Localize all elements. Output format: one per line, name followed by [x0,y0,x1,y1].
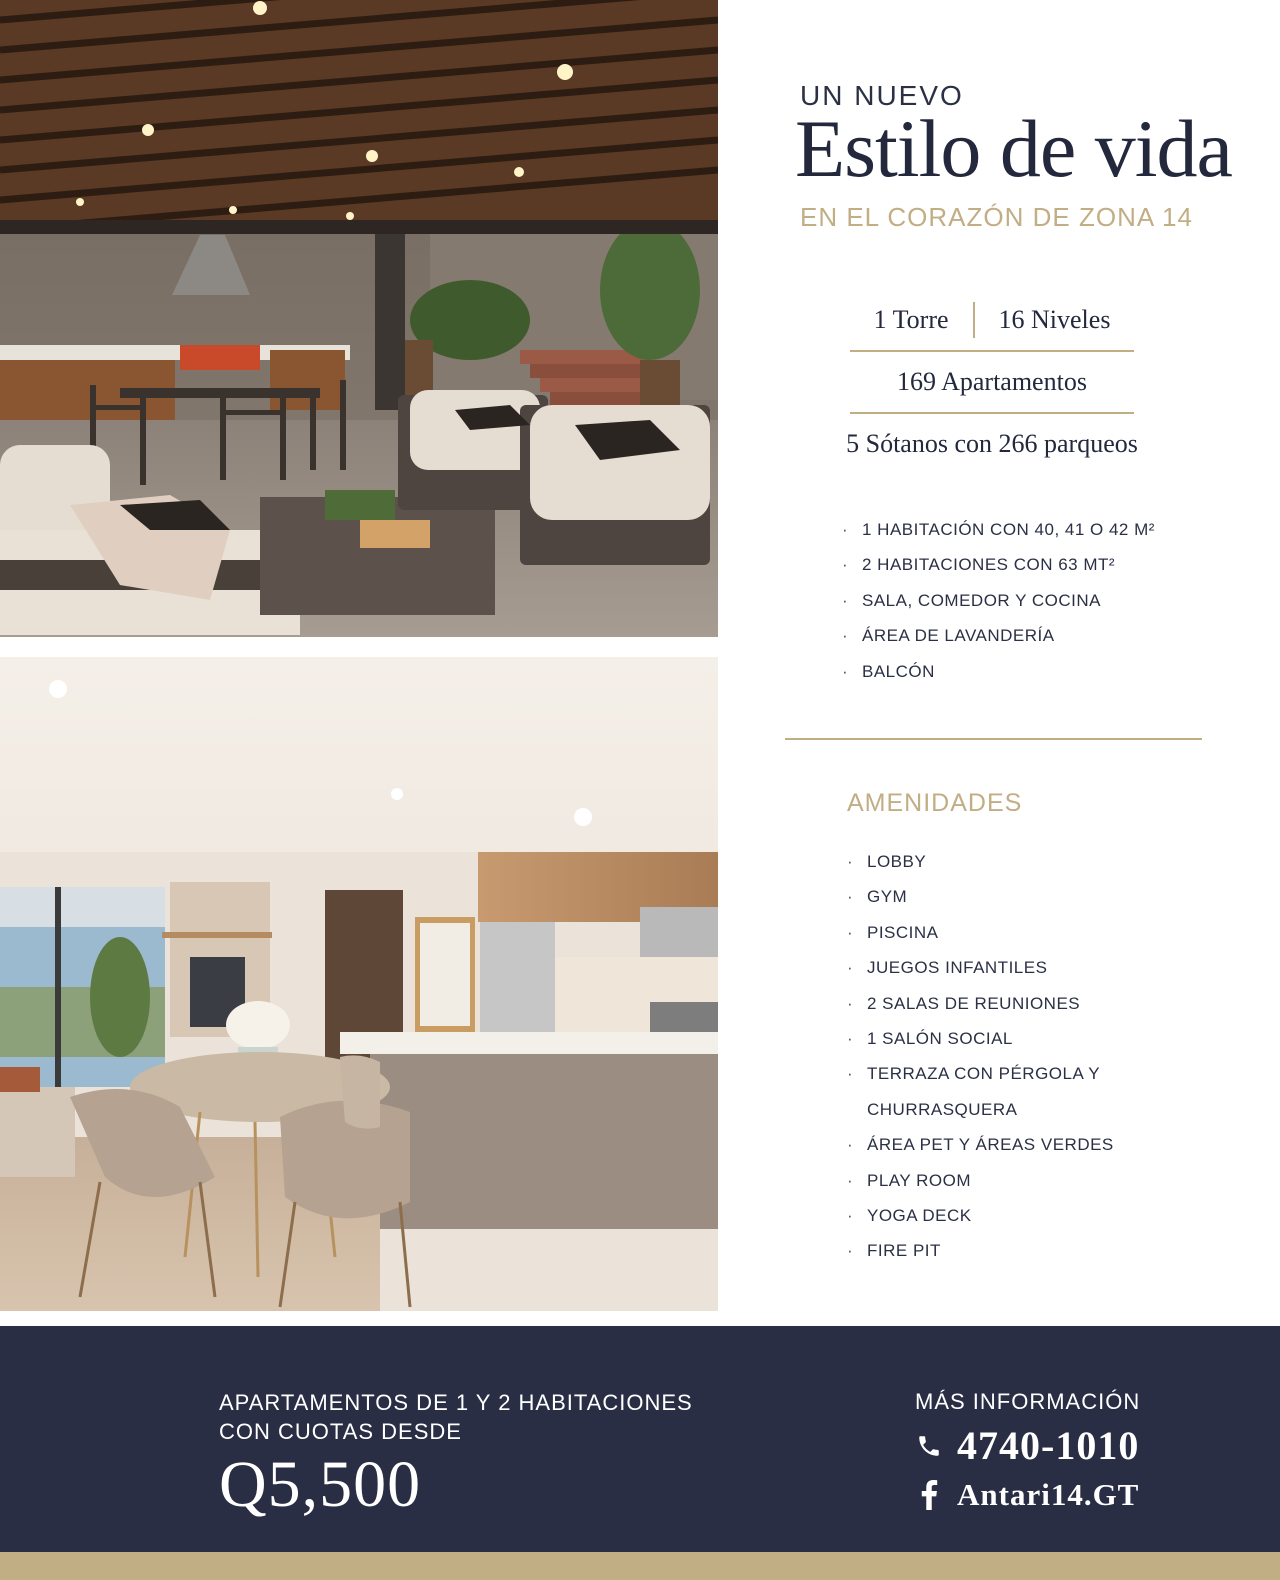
list-item: · LOBBY [847,844,1114,879]
more-info-label: MÁS INFORMACIÓN [915,1389,1141,1414]
terrace-photo [0,0,718,637]
stat-row-towers-levels [850,292,1134,348]
contact-block [915,1387,1140,1515]
offer-block [219,1388,693,1520]
list-item: · PLAY ROOM [847,1163,1114,1198]
interior-photo [0,657,718,1311]
phone-row[interactable] [915,1423,1140,1469]
phone-icon [915,1430,943,1462]
hero-headline: Estilo de vida [795,103,1232,194]
list-item: · BALCÓN [842,654,1155,689]
hero-kicker: UN NUEVO [800,80,964,111]
hero-subline: EN EL CORAZÓN DE ZONA 14 [800,202,1193,232]
building-stats [846,292,1138,472]
stat-row-apartments [850,354,1134,410]
list-item: · JUEGOS INFANTILES [847,950,1114,985]
stat-divider [850,350,1134,352]
stat-apartments: 169 Apartamentos [897,367,1087,396]
social-row[interactable] [915,1475,1140,1515]
stat-towers: 1 Torre [873,305,949,334]
offer-line-2: CON CUOTAS DESDE [219,1419,462,1444]
stat-row-parking [846,416,1138,472]
stat-parking: 5 Sótanos con 266 parqueos [846,429,1138,458]
list-item: · 1 HABITACIÓN CON 40, 41 O 42 M² [842,512,1155,547]
amenities-title: AMENIDADES [847,789,1023,817]
section-divider [785,738,1202,740]
list-item: · 2 HABITACIONES CON 63 MT² [842,547,1155,582]
footer-gold-strip [0,1552,1280,1580]
list-item: · GYM [847,879,1114,914]
list-item: · SALA, COMEDOR Y COCINA [842,583,1155,618]
list-item: · ÁREA PET Y ÁREAS VERDES [847,1127,1114,1162]
list-item: · 2 SALAS DE REUNIONES [847,986,1114,1021]
list-item: · ÁREA DE LAVANDERÍA [842,618,1155,653]
list-item: · TERRAZA CON PÉRGOLA Y [847,1056,1114,1091]
list-item: · FIRE PIT [847,1233,1114,1268]
stat-divider [850,412,1134,414]
facebook-icon [915,1479,943,1511]
stat-separator [973,302,975,338]
unit-features-list [842,512,1155,689]
social-handle[interactable]: Antari14.GT [957,1477,1140,1512]
list-item-continuation: CHURRASQUERA [867,1099,1018,1119]
list-item: · 1 SALÓN SOCIAL [847,1021,1114,1056]
list-item: · YOGA DECK [847,1198,1114,1233]
amenities-list [847,844,1114,1269]
phone-number[interactable]: 4740-1010 [957,1423,1140,1468]
list-item: · PISCINA [847,915,1114,950]
price: Q5,500 [219,1448,422,1521]
stat-levels: 16 Niveles [998,305,1111,334]
offer-line-1: APARTAMENTOS DE 1 Y 2 HABITACIONES [219,1390,693,1415]
